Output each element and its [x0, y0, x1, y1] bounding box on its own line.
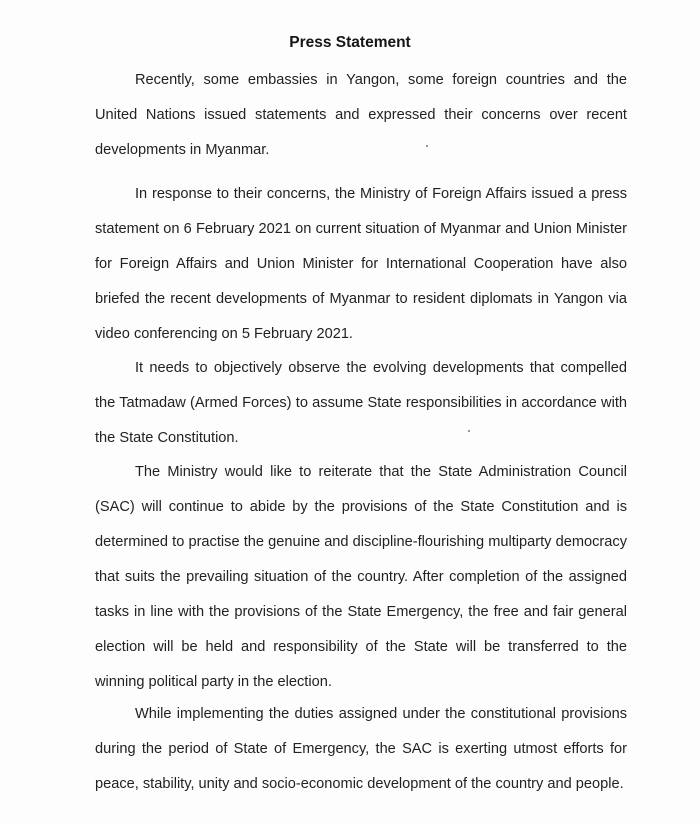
- document-title: Press Statement: [289, 34, 411, 51]
- scan-speck: [426, 145, 428, 147]
- paragraph-sac-efforts: While implementing the duties assigned under the constitutional provisions during the period of State of Emergency, the SAC is exerting utmost efforts for peace, stability, unity and socio-economic development of the country and people.: [95, 706, 627, 792]
- paragraph-embassy-concerns: Recently, some embassies in Yangon, some foreign countries and the United Nations issued statements and expressed their concerns over recent developments in Myanmar.: [95, 72, 627, 158]
- paragraph-sac-commitment: The Ministry would like to reiterate that the State Administration Council (SAC) will continue to abide by the provisions of the State Constitution and is determined to practise the genuine and discipline-flourishing multiparty democracy that suits the prevailing situation of the country. After completion of the assigned tasks in line with the provisions of the State Emergency, the free and fair general election will be held and responsibility of the State will be transferred to the winning political party in the election.: [95, 464, 627, 690]
- paragraph-tatmadaw-developments: It needs to objectively observe the evolving developments that compelled the Tatmadaw (Armed Forces) to assume State responsibilities in accordance with the State Constitution.: [95, 360, 627, 446]
- scan-speck: [468, 430, 470, 432]
- paragraph-ministry-response: In response to their concerns, the Ministry of Foreign Affairs issued a press statement on 6 February 2021 on current situation of Myanmar and Union Minister for Foreign Affairs and Union Minister for International Cooperation have also briefed the recent developments of Myanmar to resident diplomats in Yangon via video conferencing on 5 February 2021.: [95, 186, 627, 342]
